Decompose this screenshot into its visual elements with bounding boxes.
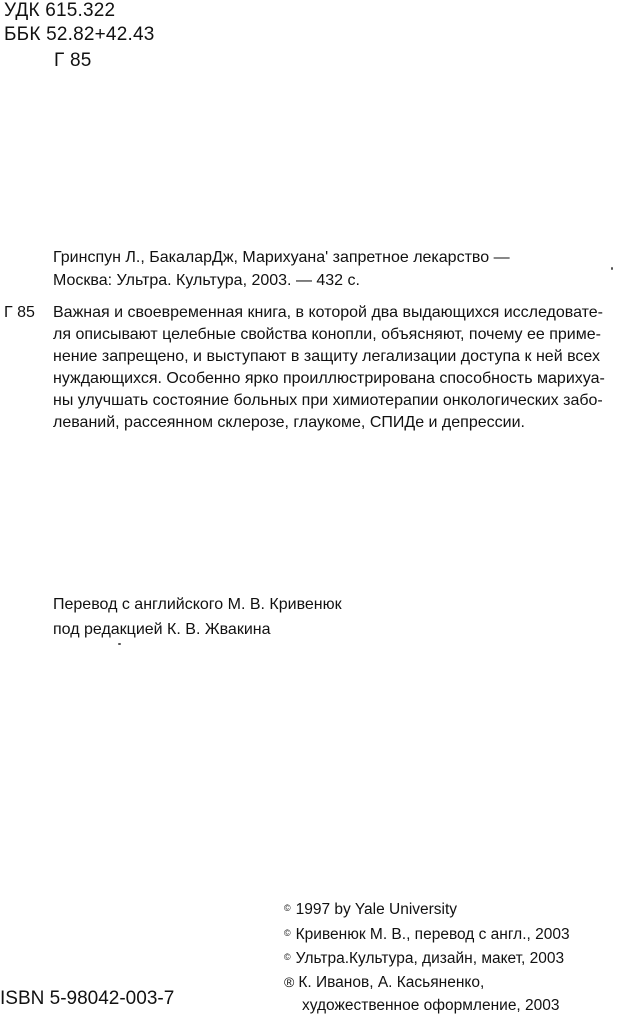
copyright-text: художественное оформление, 2003 [302, 997, 560, 1014]
copyright-text: Кривенюк М. В., перевод с англ., 2003 [295, 926, 570, 943]
abstract-line: ля описывают целебные свойства конопли, объясняют, почему ее приме- [53, 326, 601, 343]
abstract-line: ны улучшать состояние больных при химиотерапии онкологических забо- [53, 392, 603, 409]
copyright-line [284, 974, 484, 992]
editor-credit: под редакцией К. В. Жвакина [53, 621, 271, 638]
isbn: ISBN 5-98042-003-7 [0, 988, 175, 1009]
abstract-line: нуждающихся. Особенно ярко проиллюстрирована способность марихуа- [53, 370, 605, 387]
copyright-line [284, 926, 570, 944]
author-mark: Г 85 [54, 50, 92, 71]
registered-symbol: ® [284, 974, 295, 990]
abstract-line: леваний, рассеянном склерозе, глаукоме, СПИДе и депрессии. [53, 414, 525, 431]
copyright-line [302, 997, 560, 1015]
abstract-line: Важная и своевременная книга, в которой два выдающихся исследовате- [53, 304, 603, 321]
copyright-symbol: © [284, 903, 291, 913]
copyright-text: Ультра.Культура, дизайн, макет, 2003 [295, 950, 565, 967]
copyright-line [284, 950, 564, 968]
copyright-text: 1997 by Yale University [295, 901, 458, 918]
copyright-symbol: © [284, 952, 291, 962]
abstract-label: Г 85 [4, 304, 35, 321]
print-speck [118, 643, 121, 645]
print-speck [611, 267, 613, 270]
biblio-line-1: Гринспун Л., БакаларДж, Марихуана' запретное лекарство — [53, 249, 510, 266]
translator-credit: Перевод с английского М. В. Кривенюк [53, 596, 342, 613]
copyright-symbol: © [284, 928, 291, 938]
biblio-line-2: Москва: Ультра. Культура, 2003. — 432 с. [53, 272, 360, 289]
bbk-code: ББК 52.82+42.43 [4, 24, 155, 45]
copyright-line [284, 901, 457, 919]
udk-code: УДК 615.322 [4, 0, 116, 21]
copyright-text: К. Иванов, А. Касьяненко, [298, 974, 485, 991]
abstract-line: нение запрещено, и выступают в защиту легализации доступа к ней всех [53, 348, 600, 365]
